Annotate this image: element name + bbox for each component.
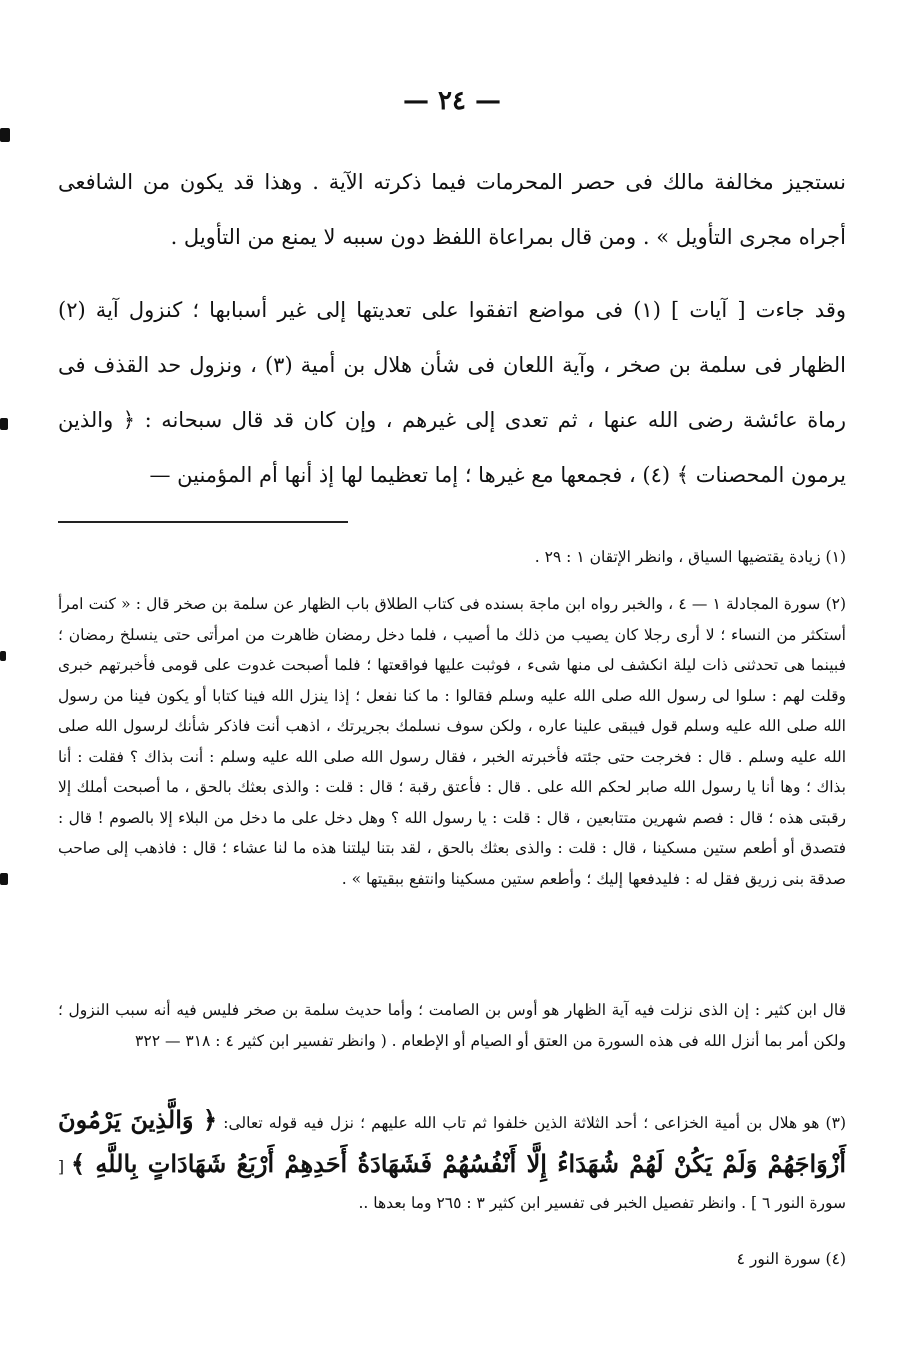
scan-edge-mark — [0, 873, 8, 885]
footnote-3 — [58, 1098, 846, 1220]
page-number: — ٢٤ — — [402, 86, 502, 116]
footnote-1: (١) زيادة يقتضيها السياق ، وانظر الإتقان ١ : ٢٩ . — [534, 548, 846, 566]
main-paragraph-1: نستجيز مخالفة مالك فى حصر المحرمات فيما ذكرته الآية . وهذا قد يكون من الشافعى أجراه مجرى التأويل » . ومن قال بمراعاة اللفظ دون سببه لا يمنع من التأويل . — [58, 170, 846, 249]
footnote-2-continuation: قال ابن كثير : إن الذى نزلت فيه آية الظهار هو أوس بن الصامت ؛ وأما حديث سلمة بن صخر فليس فيه أنه سبب النزول ؛ ولكن أمر بما أنزل الله فى هذه السورة من العتق أو الصيام أو الإطعام . ( وانظر تفسير ابن كثير ٤ : ٣١٨ — ٣٢٢ — [58, 1001, 846, 1050]
footnote-2: (٢) سورة المجادلة ١ — ٤ ، والخبر رواه ابن ماجة بسنده فى كتاب الطلاق باب الظهار عن سلمة بن صخر قال : « كنت امرأ أستكثر من النساء ؛ لا أرى رجلا كان يصيب من ذلك ما أصيب ، فلما دخل رمضان ظاهرت من امرأتى حتى ينسلخ رمضان ؛ فبينما هى تحدثنى ذات ليلة انكشف لى منها شىء ، فوثبت عليها فواقعتها ؛ فلما أصبحت غدوت على قومى فأخبرتهم خبرى وقلت لهم : سلوا لى رسول الله صلى الله عليه وسلم فقالوا : ما كنا نفعل ؛ إذا ينزل الله فينا كتابا أو يكون فينا من رسول الله صلى الله عليه وسلم قول فيبقى علينا عاره ، ولكن سوف نسلمك بجريرتك ، اذهب أنت فاذكر شأنك لرسول الله صلى الله عليه وسلم . قال : فخرجت حتى جئته فأخبرته الخبر ، فقال رسول الله صلى الله عليه وسلم : أنت بذاك ؟ فقلت : أنا بذاك ؛ وها أنا يا رسول الله صابر لحكم الله على . قال : فأعتق رقبة ؛ قال : قلت : والذى بعثك بالحق ، ما أصبحت أملك إلا رقبتى هذه ؛ قال : فصم شهرين متتابعين ، قال : قلت : يا رسول الله ؟ وهل دخل على ما دخل من البلاء إلا بالصوم ! قال : فتصدق أو أطعم ستين مسكينا ، قال : قلت : والذى بعثك بالحق ، لقد بتنا ليلتنا هذه ما لنا عشاء ؛ قال : فاذهب إلى صاحب صدقة بنى زريق فقل له : فليدفعها إليك ؛ وأطعم ستين مسكينا وانتفع ببقيتها » . — [58, 595, 847, 888]
footnote-4: (٤) سورة النور ٤ — [736, 1250, 846, 1268]
footnote-3-verse: ﴿ وَالَّذِينَ يَرْمُونَ أَزْوَاجَهُمْ وَلَمْ يَكُنْ لَهُمْ شُهَدَاءُ إِلَّا أَنْفُسُهُمْ فَشَهَادَةُ أَحَدِهِمْ أَرْبَعُ شَهَادَاتٍ بِاللَّهِ ﴾ — [58, 1105, 846, 1178]
footnote-3-intro: (٣) هو هلال بن أمية الخزاعى ؛ أحد الثلاثة الذين خلفوا ثم تاب الله عليهم ؛ نزل فيه قوله تعالى: — [223, 1114, 846, 1132]
scan-edge-mark — [0, 418, 8, 430]
scan-edge-mark — [0, 128, 10, 142]
footnote-separator — [58, 521, 348, 523]
main-paragraph-2: وقد جاءت [ آيات ] (١) فى مواضع اتفقوا على تعديتها إلى غير أسبابها ؛ كنزول آية (٢) الظهار فى سلمة بن صخر ، وآية اللعان فى شأن هلال بن أمية (٣) ، ونزول حد القذف فى رماة عائشة رضى الله عنها ، ثم تعدى إلى غيرهم ، وإن كان قد قال سبحانه : ﴿ والذين يرمون المحصنات ﴾ (٤) ، فجمعها مع غيرها ؛ إما تعظيما لها إذ أنها أم المؤمنين — — [58, 298, 846, 487]
footnote-3-reference: [ سورة النور ٦ ] . وانظر تفصيل الخبر فى تفسير ابن كثير ٣ : ٢٦٥ وما بعدها .. — [58, 1158, 846, 1212]
scan-edge-mark — [0, 651, 6, 661]
